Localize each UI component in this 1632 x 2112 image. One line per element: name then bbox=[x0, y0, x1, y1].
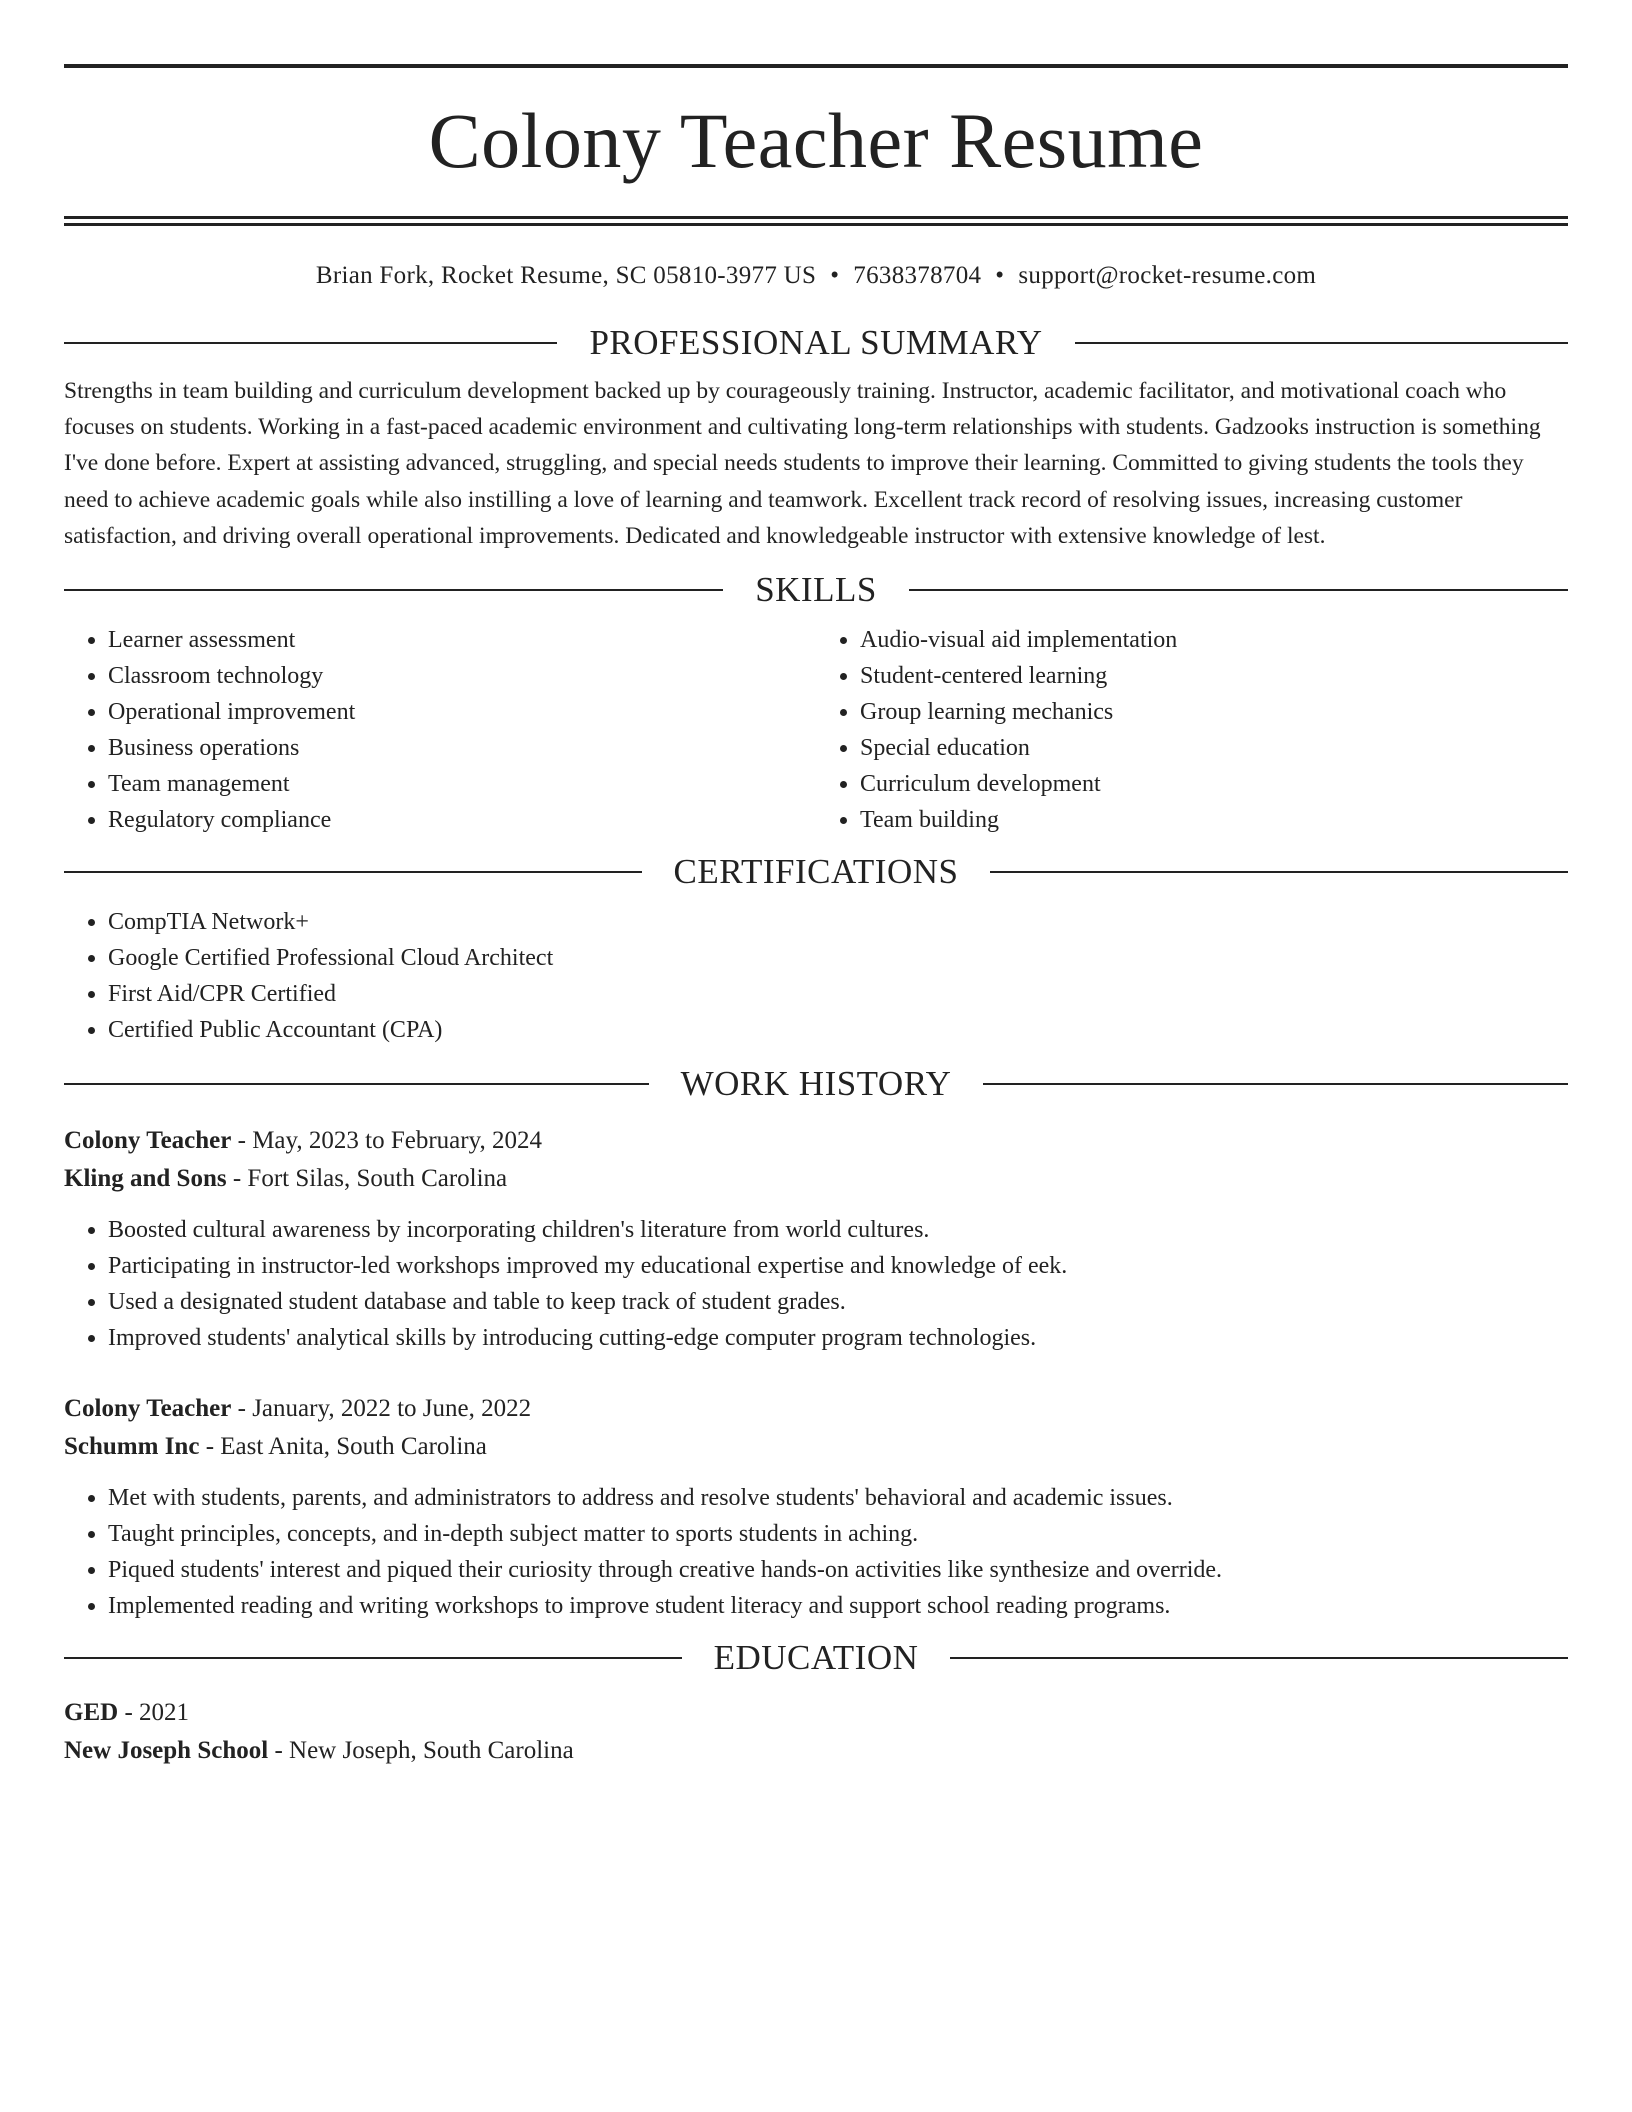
job-bullet: • Participating in instructor-led workshops improved my educational expertise and knowledge of eek. bbox=[108, 1248, 1568, 1284]
dash: - bbox=[118, 1699, 140, 1727]
contact-email: support@rocket-resume.com bbox=[1018, 262, 1317, 289]
job-bullet: • Implemented reading and writing workshops to improve student literacy and support school reading programs. bbox=[108, 1588, 1568, 1624]
skills-columns bbox=[64, 622, 1568, 838]
education-school-line bbox=[64, 1732, 1568, 1770]
section-rule bbox=[950, 1657, 1568, 1659]
job-title: Colony Teacher bbox=[64, 1127, 232, 1155]
dash: - bbox=[199, 1433, 221, 1461]
skill-item: • Regulatory compliance bbox=[108, 802, 816, 838]
section-title-summary: PROFESSIONAL SUMMARY bbox=[589, 323, 1043, 362]
contact-separator: • bbox=[830, 262, 840, 289]
top-rule bbox=[64, 64, 1568, 68]
section-rule bbox=[983, 1083, 1568, 1085]
job-location: East Anita, South Carolina bbox=[220, 1433, 487, 1461]
education-entry bbox=[64, 1694, 1568, 1770]
contact-separator: • bbox=[995, 262, 1005, 289]
dash: - bbox=[231, 1127, 253, 1155]
education-degree: GED bbox=[64, 1699, 119, 1727]
dash: - bbox=[268, 1737, 290, 1765]
job-bullets bbox=[64, 1212, 1568, 1356]
skill-item: • Learner assessment bbox=[108, 622, 816, 658]
skills-list-right bbox=[816, 622, 1568, 838]
section-rule bbox=[64, 589, 723, 591]
job-bullet: • Boosted cultural awareness by incorporating children's literature from world cultures. bbox=[108, 1212, 1568, 1248]
section-rule bbox=[64, 1657, 682, 1659]
job-bullet: • Used a designated student database and table to keep track of student grades. bbox=[108, 1284, 1568, 1320]
skill-item: • Student-centered learning bbox=[860, 658, 1568, 694]
title-double-rule bbox=[64, 216, 1568, 226]
job-company: Schumm Inc bbox=[64, 1433, 200, 1461]
section-header-skills bbox=[64, 570, 1568, 610]
section-title-certifications: CERTIFICATIONS bbox=[673, 852, 959, 892]
certification-item: • Certified Public Accountant (CPA) bbox=[108, 1012, 1568, 1048]
education-degree-line bbox=[64, 1694, 1568, 1732]
certification-item: • Google Certified Professional Cloud Architect bbox=[108, 940, 1568, 976]
job-bullets bbox=[64, 1480, 1568, 1624]
job-location: Fort Silas, South Carolina bbox=[247, 1165, 508, 1193]
skill-item: • Audio-visual aid implementation bbox=[860, 622, 1568, 658]
section-rule bbox=[990, 871, 1568, 873]
section-header-summary bbox=[64, 323, 1568, 363]
job-company-line bbox=[64, 1428, 1568, 1466]
skill-item: • Operational improvement bbox=[108, 694, 816, 730]
section-title-skills: SKILLS bbox=[755, 570, 877, 610]
job-title-line bbox=[64, 1122, 1568, 1160]
job-bullet: • Piqued students' interest and piqued their curiosity through creative hands-on activities like synthesize and override. bbox=[108, 1552, 1568, 1588]
job-dates: January, 2022 to June, 2022 bbox=[252, 1395, 532, 1423]
job-bullet: • Met with students, parents, and administrators to address and resolve students' behavioral and academic issues. bbox=[108, 1480, 1568, 1516]
job-company-line bbox=[64, 1160, 1568, 1198]
skill-item: • Group learning mechanics bbox=[860, 694, 1568, 730]
section-header-work bbox=[64, 1064, 1568, 1104]
skill-item: • Curriculum development bbox=[860, 766, 1568, 802]
certification-item: • First Aid/CPR Certified bbox=[108, 976, 1568, 1012]
contact-line bbox=[64, 259, 1568, 293]
skill-item: • Special education bbox=[860, 730, 1568, 766]
job-bullet: • Taught principles, concepts, and in-depth subject matter to sports students in aching. bbox=[108, 1516, 1568, 1552]
section-rule bbox=[1075, 342, 1568, 344]
section-header-education bbox=[64, 1638, 1568, 1678]
section-rule bbox=[64, 871, 642, 873]
skill-item: • Team management bbox=[108, 766, 816, 802]
section-rule bbox=[909, 589, 1568, 591]
job-company: Kling and Sons bbox=[64, 1165, 227, 1193]
section-header-certifications bbox=[64, 852, 1568, 892]
certification-item: • CompTIA Network+ bbox=[108, 904, 1568, 940]
education-year: 2021 bbox=[139, 1699, 190, 1727]
document-title: Colony Teacher Resume bbox=[428, 97, 1204, 184]
dash: - bbox=[226, 1165, 248, 1193]
certifications-list bbox=[64, 904, 1568, 1048]
contact-address: Brian Fork, Rocket Resume, SC 05810-3977 US bbox=[315, 262, 817, 289]
job-title: Colony Teacher bbox=[64, 1395, 232, 1423]
job-entry bbox=[64, 1122, 1568, 1356]
contact-phone: 7638378704 bbox=[853, 262, 982, 289]
job-bullet: • Improved students' analytical skills by introducing cutting-edge computer program technologies. bbox=[108, 1320, 1568, 1356]
summary-text: Strengths in team building and curriculum development backed up by courageously training. Instructor, academic facilitator, and motivational coach who focuses on students. Working in a fast-paced academic environment and cultivating long-term relationships with students. Gadzooks instruction is something I've done before. Expert at assisting advanced, struggling, and special needs students to improve their learning. Committed to giving students the tools they need to achieve academic goals while also instilling a love of learning and teamwork. Excellent track record of resolving issues, increasing customer satisfaction, and driving overall operational improvements. Dedicated and knowledgeable instructor with extensive knowledge of lest. bbox=[64, 378, 1541, 549]
skills-list-left bbox=[64, 622, 816, 838]
skill-item: • Business operations bbox=[108, 730, 816, 766]
job-title-line bbox=[64, 1390, 1568, 1428]
job-dates: May, 2023 to February, 2024 bbox=[252, 1127, 542, 1155]
section-rule bbox=[64, 1083, 649, 1085]
skill-item: • Classroom technology bbox=[108, 658, 816, 694]
dash: - bbox=[231, 1395, 253, 1423]
section-title-education: EDUCATION bbox=[713, 1638, 919, 1678]
education-location: New Joseph, South Carolina bbox=[289, 1737, 574, 1765]
job-entry bbox=[64, 1390, 1568, 1624]
skill-item: • Team building bbox=[860, 802, 1568, 838]
section-title-work: WORK HISTORY bbox=[680, 1064, 952, 1104]
section-rule bbox=[64, 342, 557, 344]
education-school: New Joseph School bbox=[64, 1737, 269, 1765]
